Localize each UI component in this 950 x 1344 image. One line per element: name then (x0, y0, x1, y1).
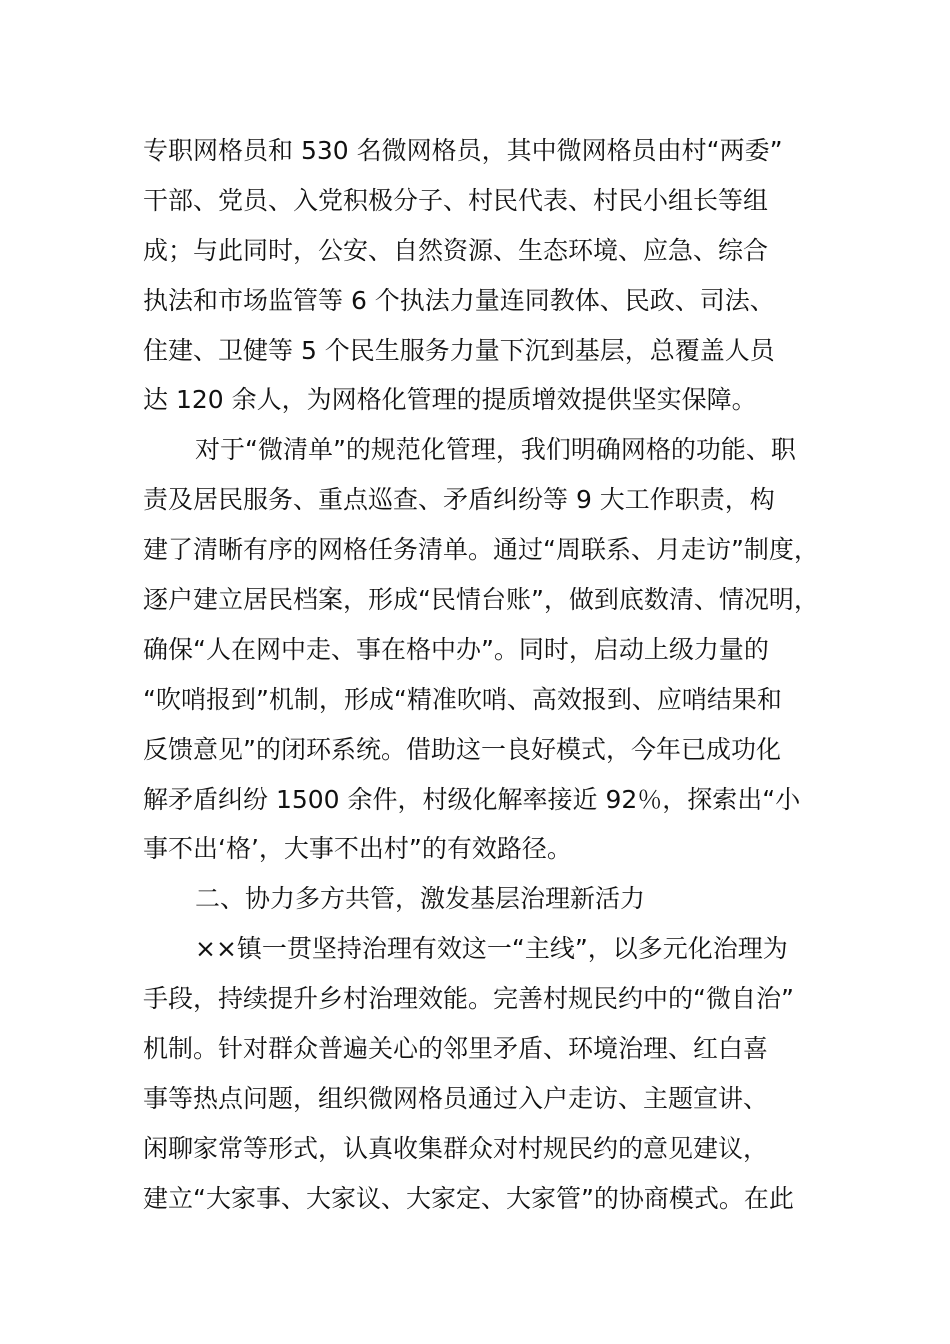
paragraph-first-line: ××镇一贯坚持治理有效这一“主线”，以多元化治理为 (195, 934, 788, 964)
text-line: 事不出‘格’，大事不出村”的有效路径。 (143, 834, 572, 864)
text-line: 手段，持续提升乡村治理效能。完善村规民约中的“微自治” (143, 984, 794, 1014)
text-line: 成；与此同时，公安、自然资源、生态环境、应急、综合 (143, 235, 769, 265)
paragraph-first-line: 对于“微清单”的规范化管理，我们明确网格的功能、职 (195, 435, 796, 465)
text-line: 达 120 余人，为网格化管理的提质增效提供坚实保障。 (143, 385, 757, 415)
text-line: 专职网格员和 530 名微网格员，其中微网格员由村“两委” (143, 136, 783, 165)
text-line: 执法和市场监管等 6 个执法力量连同教体、民政、司法、 (143, 285, 775, 315)
text-line: 闲聊家常等形式，认真收集群众对村规民约的意见建议， (143, 1133, 769, 1163)
text-line: 反馈意见”的闭环系统。借助这一良好模式，今年已成功化 (143, 734, 781, 764)
text-line: 住建、卫健等 5 个民生服务力量下沉到基层，总覆盖人员 (143, 335, 775, 365)
text-line: 干部、党员、入党积极分子、村民代表、村民小组长等组 (143, 185, 769, 215)
text-line: 建了清晰有序的网格任务清单。通过“周联系、月走访”制度， (143, 535, 819, 565)
text-line: 逐户建立居民档案，形成“民情台账”，做到底数清、情况明， (143, 585, 819, 615)
text-line: “吹哨报到”机制，形成“精准吹哨、高效报到、应哨结果和 (143, 684, 782, 714)
text-line: 建立“大家事、大家议、大家定、大家管”的协商模式。在此 (143, 1183, 794, 1213)
section-heading: 二、协力多方共管，激发基层治理新活力 (195, 884, 646, 914)
text-line: 事等热点问题，组织微网格员通过入户走访、主题宣讲、 (143, 1083, 769, 1113)
body-text (143, 126, 833, 1224)
text-line: 解矛盾纠纷 1500 余件，村级化解率接近 92％，探索出“小 (143, 784, 801, 814)
text-line: 机制。针对群众普遍关心的邻里矛盾、环境治理、红白喜 (143, 1034, 769, 1064)
text-line: 责及居民服务、重点巡查、矛盾纠纷等 9 大工作职责，构 (143, 485, 775, 515)
text-line: 确保“人在网中走、事在格中办”。同时，启动上级力量的 (143, 634, 769, 664)
